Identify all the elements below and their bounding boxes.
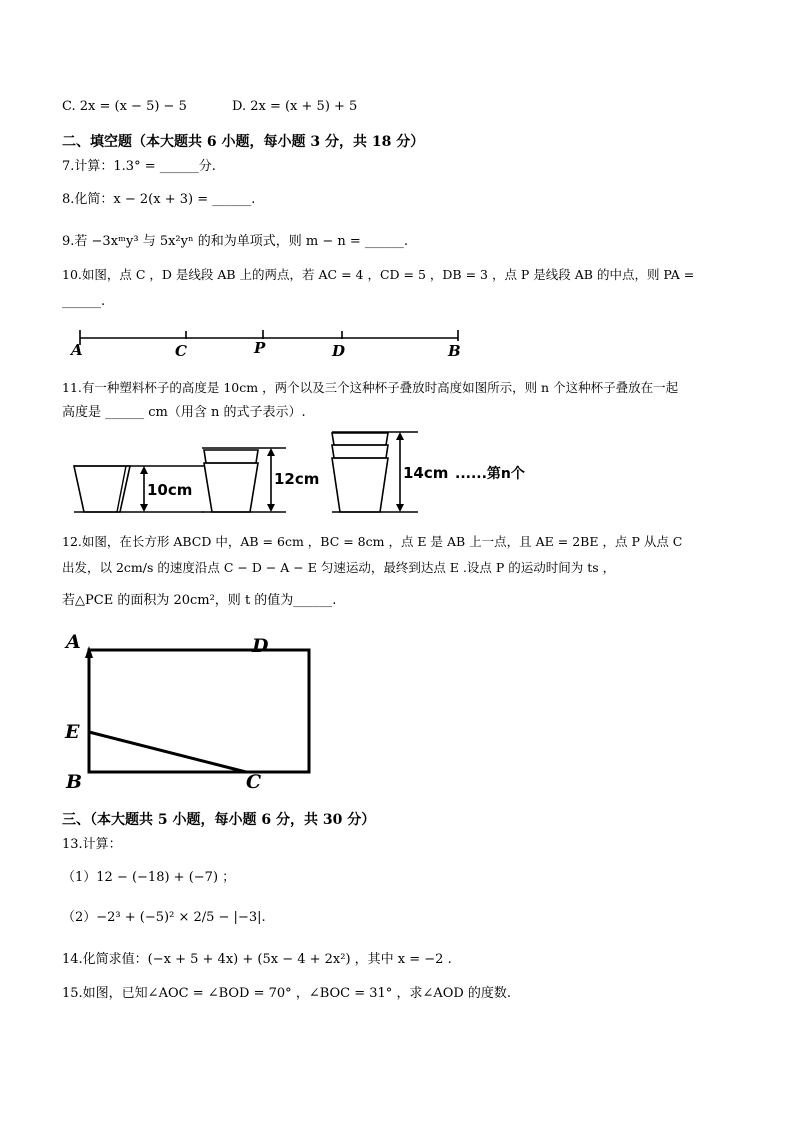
label-d: D [332, 342, 346, 360]
label-d: D [252, 635, 269, 657]
figure-segment-ab [70, 325, 470, 365]
question-10-line1: 10.如图，点 C ，D 是线段 AB 上的两点，若 AC = 4 ，CD = 5 ，DB = 3 ，点 P 是线段 AB 的中点，则 PA = [62, 267, 695, 282]
label-a: A [66, 631, 81, 653]
question-11-line2: 高度是 ______ cm（用含 n 的式子表示）. [62, 405, 306, 420]
cup-nth: ......第n个 [455, 466, 525, 482]
question-12-line3: 若△PCE 的面积为 20cm²，则 t 的值为______. [62, 593, 337, 608]
label-p: P [254, 339, 266, 357]
cup-double [202, 448, 319, 512]
label-a: A [71, 341, 83, 359]
label-e: E [65, 721, 80, 743]
label-c: C [175, 342, 187, 360]
option-c: C. 2x = (x − 5) − 5 [62, 99, 187, 114]
question-11-line1: 11.有一种塑料杯子的高度是 10cm ，两个以及三个这种杯子叠放时高度如图所示，则 n 个这种杯子叠放在一起 [62, 380, 679, 395]
figure-rectangle-abcd [62, 628, 302, 798]
question-7: 7.计算：1.3° = ______分. [62, 159, 216, 174]
question-10-line2: ______. [62, 294, 106, 309]
question-9: 9.若 −3xᵐy³ 与 5x²yⁿ 的和为单项式，则 m − n = ______. [62, 234, 409, 249]
question-15: 15.如图，已知∠AOC = ∠BOD = 70° ，∠BOC = 31° ，求∠AOD 的度数. [62, 986, 512, 1001]
question-13-part1: （1）12 − (−18) + (−7) ； [62, 870, 236, 885]
label-b: B [448, 342, 461, 360]
question-12-line1: 12.如图，在长方形 ABCD 中，AB = 6cm ，BC = 8cm ，点 E 是 AB 上一点，且 AE = 2BE ，点 P 从点 C [62, 534, 683, 549]
label-c: C [246, 771, 262, 793]
question-12-line2: 出发，以 2cm/s 的速度沿点 C − D − A − E 匀速运动，最终到达点 E .设点 P 的运动时间为 ts ， [62, 560, 616, 575]
cup-height-1: 10cm [147, 481, 193, 499]
cup-triple [332, 432, 525, 512]
section-3-heading: 三、（本大题共 5 小题，每小题 6 分，共 30 分） [62, 812, 376, 828]
cup-height-2: 12cm [274, 470, 320, 488]
cup-height-3: 14cm [403, 464, 449, 482]
label-b: B [66, 771, 83, 793]
question-13: 13.计算： [62, 837, 122, 852]
option-d: D. 2x = (x + 5) + 5 [232, 99, 358, 114]
figure-stacked-cups [70, 428, 550, 518]
cup-single [74, 466, 204, 512]
question-8: 8.化简：x − 2(x + 3) = ______. [62, 192, 256, 207]
question-14: 14.化简求值：(−x + 5 + 4x) + (5x − 4 + 2x²) ，其中 x = −2 . [62, 952, 452, 967]
question-13-part2: （2）−2³ + (−5)² × 2/5 − |−3|. [62, 910, 266, 925]
section-2-heading: 二、填空题（本大题共 6 小题，每小题 3 分，共 18 分） [62, 134, 425, 150]
